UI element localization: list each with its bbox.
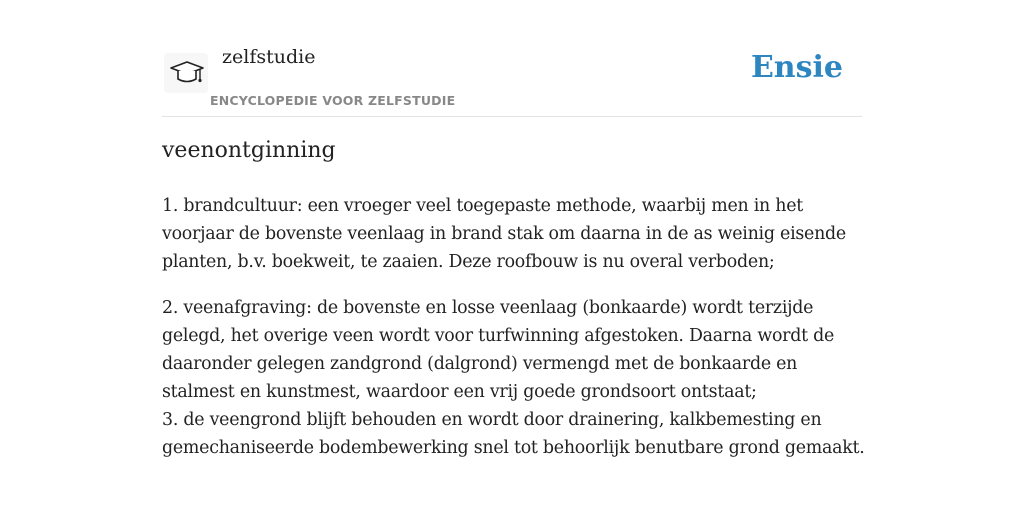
brand-logo-link[interactable]: Ensie [750,50,843,85]
text-line: 1. brandcultuur: een vroeger veel toegepaste methode, waarbij men in het [162,196,803,216]
site-tagline: ENCYCLOPEDIE VOOR ZELFSTUDIE [210,93,456,108]
text-line: stalmest en kunstmest, waardoor een vrij goede grondsoort ontstaat; [162,382,757,402]
site-logo[interactable] [164,53,208,93]
text-line: 2. veenafgraving: de bovenste en losse veenlaag (bonkaarde) wordt terzijde [162,298,814,318]
page-title: veenontginning [162,138,336,163]
article-body [162,192,865,480]
paragraph [162,192,862,276]
text-line: voorjaar de bovenste veenlaag in brand stak om daarna in de as weinig eisende [162,224,846,244]
site-name[interactable]: zelfstudie [222,46,316,68]
text-line: gelegd, het overige veen wordt voor turfwinning afgestoken. Daarna wordt de [162,326,835,346]
graduation-cap-icon [168,57,206,91]
text-line: gemechaniseerde bodembewerking snel tot behoorlijk benutbare grond gemaakt. [162,438,865,458]
text-line: daaronder gelegen zandgrond (dalgrond) vermengd met de bonkaarde en [162,354,798,374]
site-header [162,40,862,117]
text-line: planten, b.v. boekweit, te zaaien. Deze roofbouw is nu overal verboden; [162,252,775,272]
text-line: 3. de veengrond blijft behouden en wordt door drainering, kalkbemesting en [162,410,822,430]
paragraph [162,294,865,462]
